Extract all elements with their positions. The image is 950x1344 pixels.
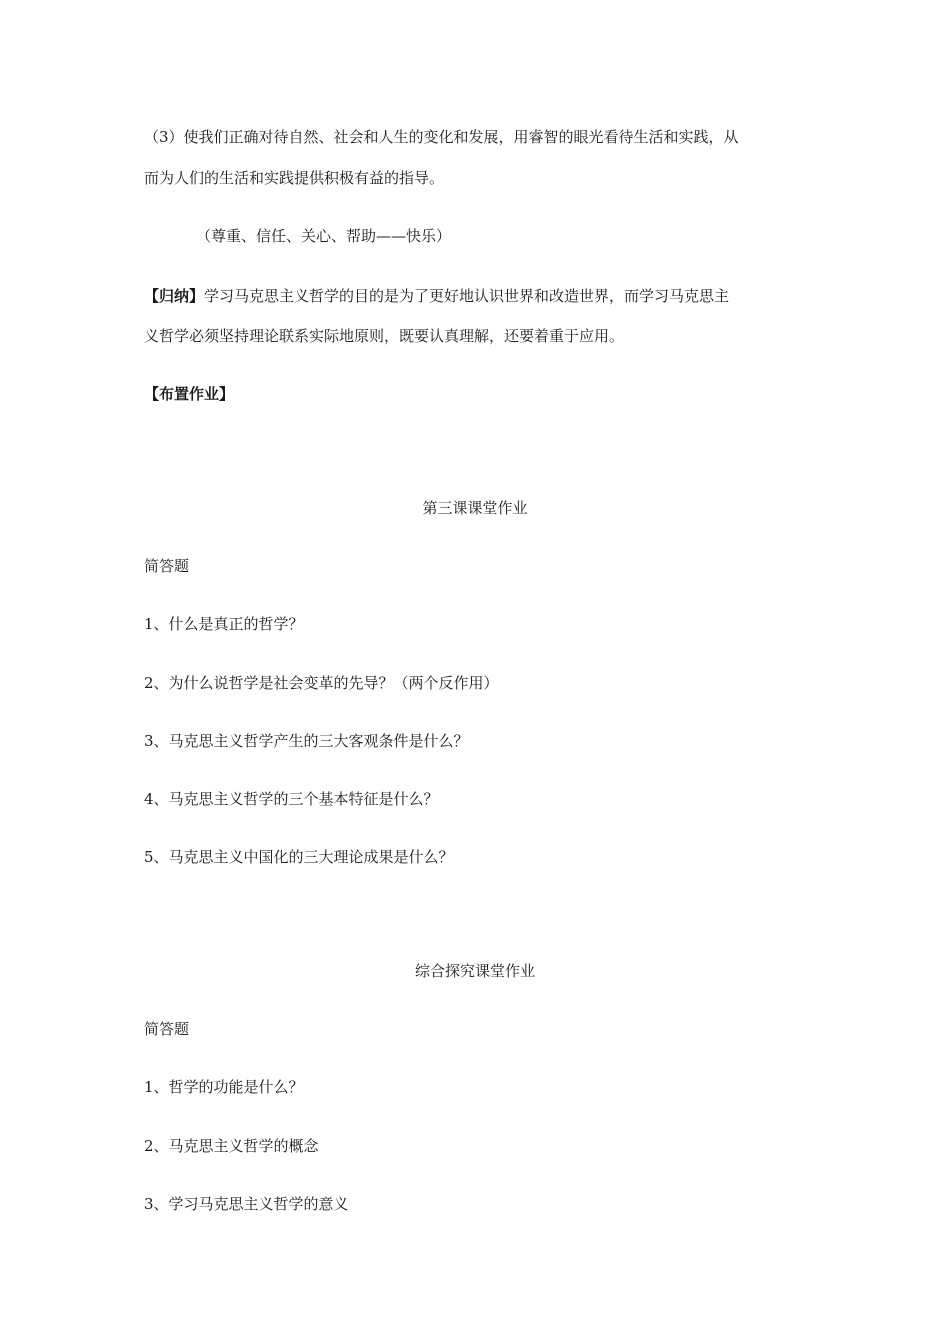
point-3-line-1: （3）使我们正确对待自然、社会和人生的变化和发展，用睿智的眼光看待生活和实践，从 [144,128,739,146]
homework-heading: 【布置作业】 [144,385,235,403]
lesson3-question: 1、什么是真正的哲学？ [144,615,304,633]
comprehensive-question: 3、学习马克思主义哲学的意义 [144,1195,349,1213]
summary-text: 学习马克思主义哲学的目的是为了更好地认识世界和改造世界，而学习马克思主 [204,287,730,305]
point-3-line-2: 而为人们的生活和实践提供积极有益的指导。 [144,169,445,187]
summary-label: 【归纳】 [144,287,205,305]
parenthetical-note: （尊重、信任、关心、帮助——快乐） [196,227,452,245]
comprehensive-title: 综合探究课堂作业 [414,962,535,980]
comprehensive-question: 2、马克思主义哲学的概念 [144,1137,319,1155]
lesson3-question: 3、马克思主义哲学产生的三大客观条件是什么？ [144,732,469,750]
comprehensive-question: 1、哲学的功能是什么？ [144,1078,304,1096]
summary-paragraph-line-2: 义哲学必须坚持理论联系实际地原则，既要认真理解，还要着重于应用。 [144,327,625,345]
lesson3-question: 5、马克思主义中国化的三大理论成果是什么？ [144,848,454,866]
comprehensive-section-label: 简答题 [144,1020,190,1038]
lesson3-question: 4、马克思主义哲学的三个基本特征是什么？ [144,790,439,808]
summary-paragraph-line-1 [144,286,729,306]
lesson3-section-label: 简答题 [144,557,190,575]
lesson3-title: 第三课课堂作业 [422,499,528,517]
lesson3-question: 2、为什么说哲学是社会变革的先导？（两个反作用） [144,674,499,692]
